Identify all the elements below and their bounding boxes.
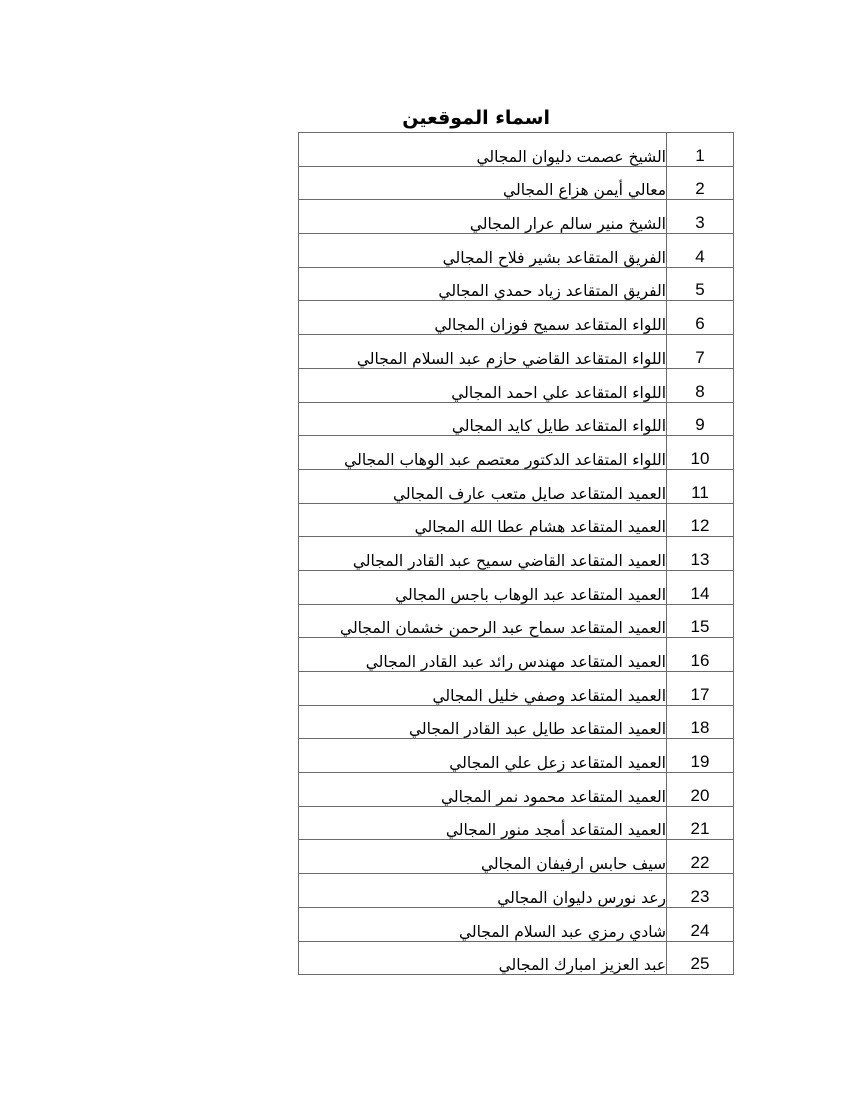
table-row <box>299 166 734 200</box>
signers-table <box>298 132 734 975</box>
signer-name: العميد المتقاعد وصفي خليل المجالي <box>299 672 667 706</box>
table-row <box>299 840 734 874</box>
signer-name: العميد المتقاعد أمجد منور المجالي <box>299 806 667 840</box>
signer-name: اللواء المتقاعد طايل كايد المجالي <box>299 402 667 436</box>
signer-name: الفريق المتقاعد بشير فلاح المجالي <box>299 234 667 268</box>
signer-name: رعد نورس دليوان المجالي <box>299 874 667 908</box>
signer-number: 18 <box>667 705 734 739</box>
signer-number: 3 <box>667 200 734 234</box>
table-row <box>299 672 734 706</box>
table-row <box>299 436 734 470</box>
signer-number: 8 <box>667 368 734 402</box>
table-row <box>299 638 734 672</box>
signer-number: 17 <box>667 672 734 706</box>
signer-number: 16 <box>667 638 734 672</box>
signer-number: 25 <box>667 941 734 975</box>
signer-number: 2 <box>667 166 734 200</box>
signer-name: العميد المتقاعد محمود نمر المجالي <box>299 773 667 807</box>
signer-name: العميد المتقاعد هشام عطا الله المجالي <box>299 503 667 537</box>
signer-name: الفريق المتقاعد زياد حمدي المجالي <box>299 267 667 301</box>
signer-number: 7 <box>667 335 734 369</box>
signer-name: عبد العزيز امبارك المجالي <box>299 941 667 975</box>
page-title: اسماء الموقعين <box>402 107 550 129</box>
signer-name: اللواء المتقاعد القاضي حازم عبد السلام المجالي <box>299 335 667 369</box>
signer-name: اللواء المتقاعد علي احمد المجالي <box>299 368 667 402</box>
signer-name: شادي رمزي عبد السلام المجالي <box>299 907 667 941</box>
table-row <box>299 705 734 739</box>
signer-name: العميد المتقاعد طايل عبد القادر المجالي <box>299 705 667 739</box>
signer-name: سيف حابس ارفيفان المجالي <box>299 840 667 874</box>
table-row <box>299 503 734 537</box>
signer-number: 12 <box>667 503 734 537</box>
signer-number: 10 <box>667 436 734 470</box>
signer-name: العميد المتقاعد صايل متعب عارف المجالي <box>299 469 667 503</box>
signer-number: 24 <box>667 907 734 941</box>
signer-name: العميد المتقاعد مهندس رائد عبد القادر المجالي <box>299 638 667 672</box>
signer-number: 4 <box>667 234 734 268</box>
signer-name: الشيخ عصمت دليوان المجالي <box>299 133 667 167</box>
signer-number: 1 <box>667 133 734 167</box>
table-row <box>299 368 734 402</box>
signer-name: اللواء المتقاعد سميح فوزان المجالي <box>299 301 667 335</box>
table-row <box>299 907 734 941</box>
table-row <box>299 739 734 773</box>
signer-number: 19 <box>667 739 734 773</box>
table-row <box>299 806 734 840</box>
signer-number: 20 <box>667 773 734 807</box>
table-row <box>299 469 734 503</box>
table-row <box>299 133 734 167</box>
signer-name: الشيخ منير سالم عرار المجالي <box>299 200 667 234</box>
table-row <box>299 604 734 638</box>
signer-name: العميد المتقاعد عبد الوهاب باجس المجالي <box>299 570 667 604</box>
signer-name: اللواء المتقاعد الدكتور معتصم عبد الوهاب المجالي <box>299 436 667 470</box>
table-row <box>299 301 734 335</box>
signer-name: العميد المتقاعد زعل علي المجالي <box>299 739 667 773</box>
table-row <box>299 267 734 301</box>
table-row <box>299 570 734 604</box>
table-row <box>299 773 734 807</box>
signer-name: معالي أيمن هزاع المجالي <box>299 166 667 200</box>
signer-number: 5 <box>667 267 734 301</box>
signer-number: 15 <box>667 604 734 638</box>
signer-name: العميد المتقاعد سماح عبد الرحمن خشمان المجالي <box>299 604 667 638</box>
signer-number: 14 <box>667 570 734 604</box>
table-row <box>299 234 734 268</box>
table-row <box>299 537 734 571</box>
table-row <box>299 941 734 975</box>
table-row <box>299 200 734 234</box>
signer-number: 9 <box>667 402 734 436</box>
signer-number: 13 <box>667 537 734 571</box>
table-row <box>299 335 734 369</box>
signer-number: 22 <box>667 840 734 874</box>
signer-number: 21 <box>667 806 734 840</box>
signer-number: 23 <box>667 874 734 908</box>
table-row <box>299 874 734 908</box>
signer-number: 6 <box>667 301 734 335</box>
signer-number: 11 <box>667 469 734 503</box>
table-row <box>299 402 734 436</box>
signer-name: العميد المتقاعد القاضي سميح عبد القادر المجالي <box>299 537 667 571</box>
